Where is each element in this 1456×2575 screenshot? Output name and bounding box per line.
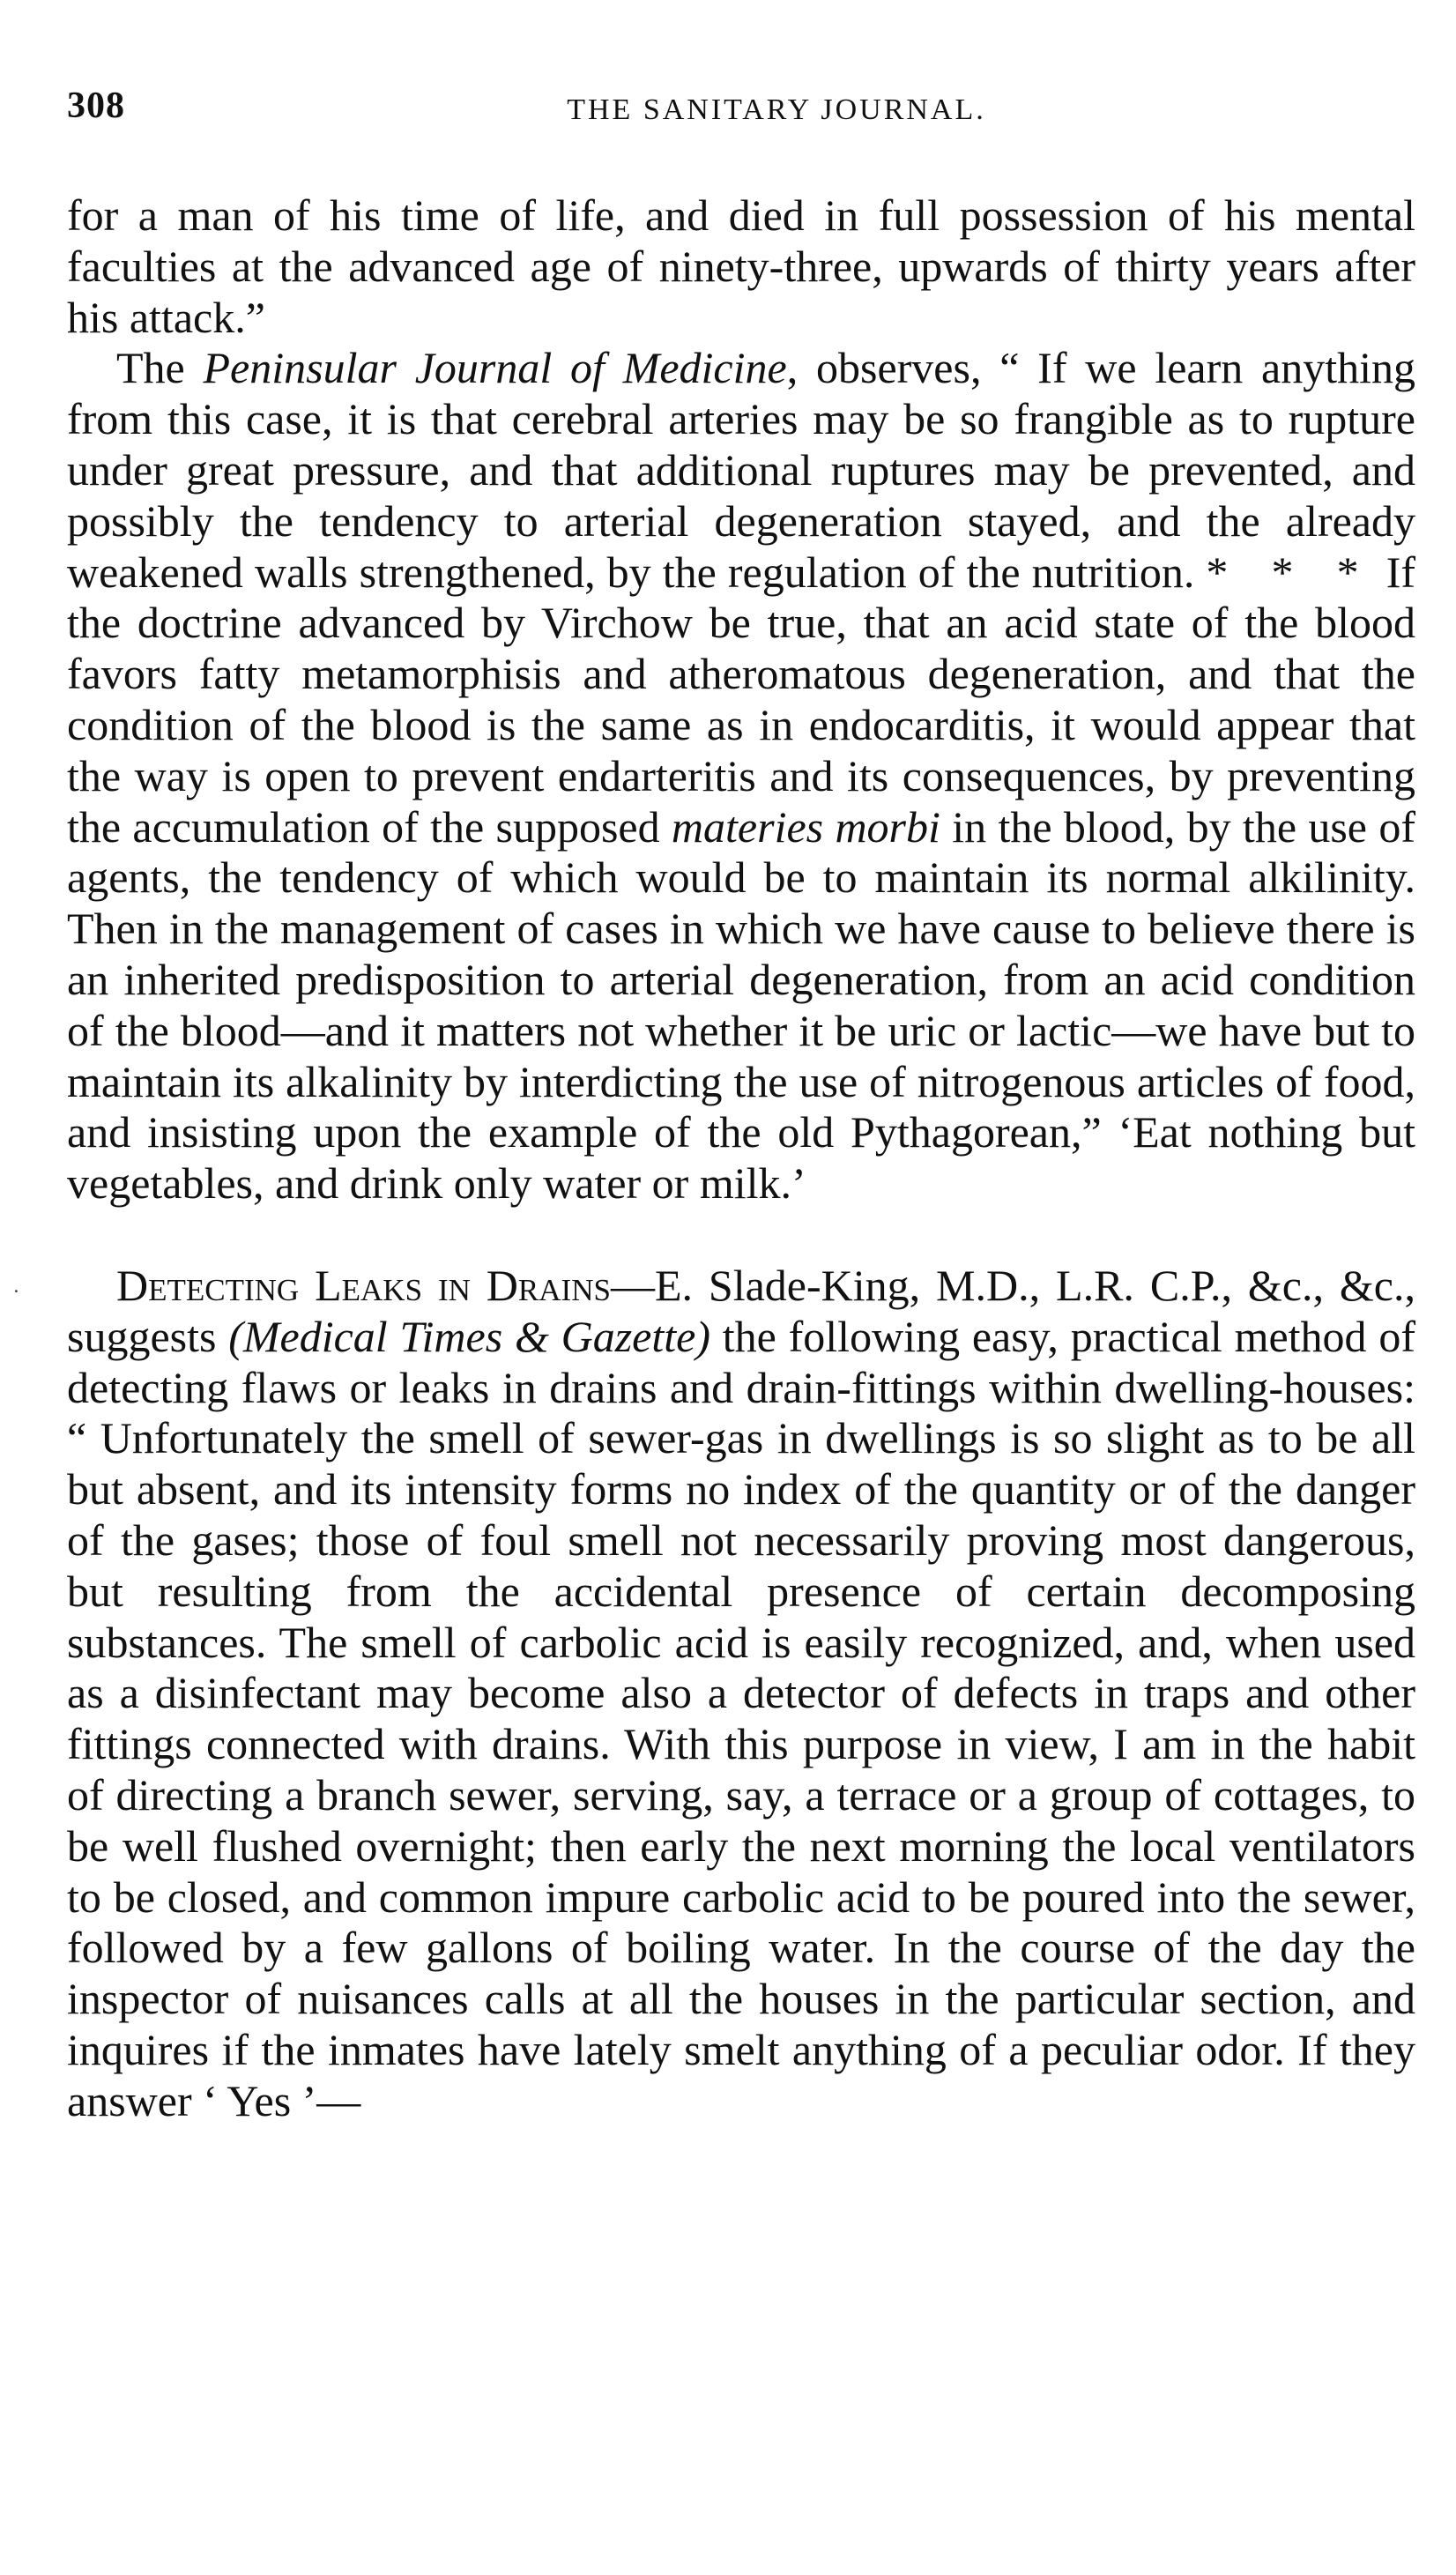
journal-title: THE SANITARY JOURNAL. (567, 93, 986, 126)
para-text-6: the following easy, practical method of detecting flaws or leaks in drains and drain-fittings within dwelling-houses: “ Unfortunately the smell of sewer-gas in dwellings is so slight as to be all but absent, and its intensity forms no index of the quantity or of the danger of the gases; those of foul smell not necessarily proving most dangerous, but resulting from the accidental presence of certain decomposing substances. The smell of carbolic acid is easily recognized, and, when used as a disinfectant may become also a detector of defects in traps and other fittings connected with drains. With this purpose in view, I am in the habit of directing a branch sewer, serving, say, a terrace or a group of cottages, to be well flushed overnight; then early the next morning the local ventilators to be closed, and common impure carbolic acid to be poured into the sewer, followed by a few gallons of boiling water. In the course of the day the inspector of nuisances calls at all the houses in the particular section, and inquires if the inmates have lately smelt anything of a peculiar odor. If they answer ‘ Yes ’— (67, 1311, 1415, 2125)
para-text-3: If the doctrine advanced by Virchow be true, that an acid state of the blood favors fatty metamorphisis and atheromatous degeneration, and that the condition of the blood is the same as in endocarditis, it would appear that the way is open to prevent endarteritis and its consequences, by preventing the accumulation of the supposed (67, 547, 1415, 852)
detecting-leaks-paragraph (67, 1261, 1415, 2127)
para-text-4: in the blood, by the use of agents, the tendency of which would be to maintain its normal alkilinity. Then in the management of cases in which we have cause to believe there is an inherited predisposition to arterial degeneration, from an acid condition of the blood—and it matters not whether it be uric or lactic—we have but to maintain its alkalinity by interdicting the use of nitrogenous articles of food, and insisting upon the example of the old Pythagorean,” ‘Eat nothing but vegetables, and drink only water or milk.’ (67, 801, 1415, 1209)
journal-page (67, 85, 1415, 2126)
section-heading: Detecting Leaks in Drains (116, 1260, 611, 1310)
source-citation: (Medical Times & Gazette) (228, 1311, 710, 1361)
para-text-2: , observes, “ If we learn anything from this case, it is that cerebral arteries may be so frangible as to rupture under great pressure, and that additional ruptures may be prevented, and possibly the tendency to arterial degeneration stayed, and the already weakened walls strengthened, by the regulation of the nutrition. (67, 343, 1415, 597)
para-text-5: —E. Slade-King, M.D., L.R. C.P., &c., &c., suggests (67, 1260, 1415, 1361)
para-text-1: The (116, 343, 204, 393)
ellipsis-stars: * * * (1206, 547, 1375, 597)
running-head (67, 85, 1415, 146)
peninsular-journal-paragraph (67, 343, 1415, 1209)
continued-paragraph-text: for a man of his time of life, and died in full possession of his mental faculties at the advanced age of ninety-three, upwards of thirty years after his attack.” (67, 190, 1415, 342)
latin-term: materies morbi (671, 801, 940, 852)
margin-mark: ˙ (12, 1285, 20, 1311)
journal-name: Peninsular Journal of Medicine (203, 343, 787, 393)
continued-paragraph (67, 190, 1415, 343)
page-number: 308 (67, 86, 125, 126)
